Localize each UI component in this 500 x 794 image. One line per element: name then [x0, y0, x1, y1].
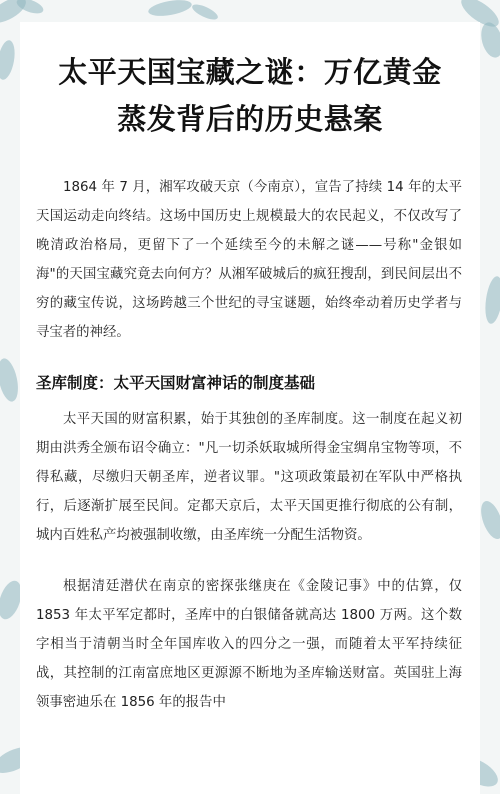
article-paper: [20, 22, 480, 794]
section1-paragraph-2: 根据清廷潜伏在南京的密探张继庚在《金陵记事》中的估算，仅 1853 年太平军定都时，圣库中的白银储备就高达 1800 万两。这个数字相当于清朝当时全年国库收入的四分之一强，而随着太平军持续征战，其控制的江南富庶地区更源源不断地为圣库输送财富。英国驻上海领事密迪乐在 1856 年的报告中: [36, 579, 462, 710]
section1-paragraph-1: 太平天国的财富积累，始于其独创的圣库制度。这一制度在起义初期由洪秀全颁布诏令确立："凡一切杀妖取城所得金宝绸帛宝物等项，不得私藏，尽缴归天朝圣库，逆者议罪。"这项政策最初在军队中严格执行，后逐渐扩展至民间。定都天京后，太平天国更推行彻底的公有制，城内百姓私产均被强制收缴，由圣库统一分配生活物资。: [36, 412, 462, 543]
intro-paragraph: 1864 年 7 月，湘军攻破天京（今南京），宣告了持续 14 年的太平天国运动走向终结。这场中国历史上规模最大的农民起义，不仅改写了晚清政治格局，更留下了一个延续至今的未解之谜——号称"金银如海"的天国宝藏究竟去向何方？从湘军破城后的疯狂搜刮，到民间层出不穷的藏宝传说，这场跨越三个世纪的寻宝谜题，始终牵动着历史学者与寻宝者的神经。: [36, 180, 462, 340]
article-body: [20, 173, 480, 717]
title-line-2: 蒸发背后的历史悬案: [117, 102, 383, 136]
title-line-1: 太平天国宝藏之谜：万亿黄金: [58, 55, 442, 89]
article-title: [20, 49, 480, 143]
section-heading-sacred-treasury: 圣库制度：太平天国财富神话的制度基础: [36, 374, 316, 392]
